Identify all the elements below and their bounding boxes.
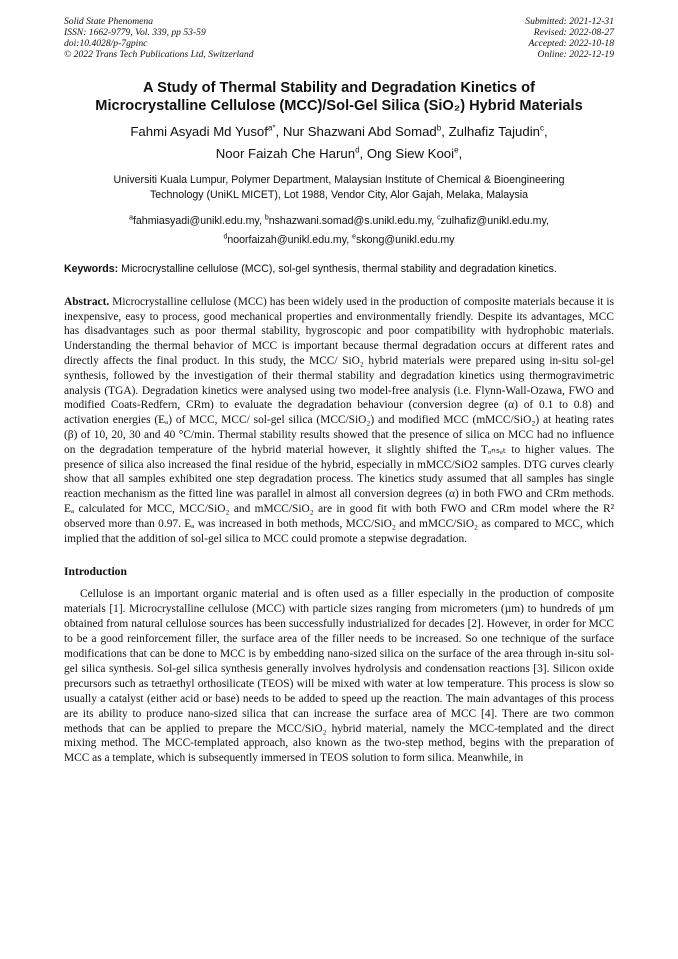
- introduction-paragraph: Cellulose is an important organic material and is often used as a filler especially in the production of composite materials [1]. Microcrystalline cellulose (MCC) with particle sizes ranging from micrometers (µm) to hundreds of µm obtained from natural cellulose sources has been successfully industrialized for decades [2]. However, in order for MCC to be a good reinforcement filler, the surface area of the filler needs to be increased. So one technique of the surface modifications that can be done to MCC is by embedding nano-sized silica on the surface of the area through in-situ sol-gel silica synthesis. Sol-gel silica synthesis generally involves hydrolysis and condensation reactions [3]. Silicon oxide precursors such as tetraethyl orthosilicate (TEOS) will be mixed with water at low temperature. This process is slow so usually a catalyst (either acid or base) needs to be added to speed up the reaction. The main advantages of this process are its ability to produce nano-sized silica that can increase the surface area of MCC [4]. There are two common methods that can be applied to prepare the MCC/SiO₂ hybrid material, namely the MCC-templated and the direct mixing method. The MCC-templated approach, also known as the two-step method, begins with the preparation of MCC as a template, which is subsequently immersed in TEOS solution to form silica. Meanwhile, in: [64, 588, 614, 765]
- issn: ISSN: 1662-9779, Vol. 339, pp 53-59: [64, 27, 206, 38]
- dates: [525, 16, 614, 60]
- submitted-date: Submitted: 2021-12-31: [525, 16, 614, 27]
- author-sup: c: [539, 124, 544, 133]
- email-entry: [437, 215, 549, 227]
- email-sep: ,: [346, 233, 353, 246]
- email-link[interactable]: nshazwani.somad@s.unikl.edu.my: [268, 215, 432, 228]
- author-sep: ,: [359, 145, 367, 161]
- keywords: [64, 262, 614, 276]
- author-sup: a*: [267, 124, 276, 133]
- email-list: [64, 211, 614, 248]
- author: [367, 146, 462, 161]
- author-sup: e: [454, 145, 459, 155]
- email-sup: d: [223, 233, 228, 241]
- title-line-2: Microcrystalline Cellulose (MCC)/Sol-Gel Silica (SiO₂) Hybrid Materials: [95, 98, 583, 114]
- author-sup: d: [355, 145, 360, 155]
- online-date: Online: 2022-12-19: [537, 49, 614, 60]
- email-entry: [223, 234, 352, 246]
- accepted-date: Accepted: 2022-10-18: [528, 38, 614, 49]
- affiliation: [64, 173, 614, 203]
- abstract-label: Abstract.: [64, 295, 110, 308]
- author-name: Fahmi Asyadi Md Yusof: [130, 124, 268, 140]
- author-name: Zulhafiz Tajudin: [448, 124, 540, 140]
- email-link[interactable]: fahmiasyadi@unikl.edu.my: [132, 215, 259, 228]
- author-name: Nur Shazwani Abd Somad: [282, 124, 437, 140]
- paper-title: [64, 79, 614, 115]
- abstract-text: Microcrystalline cellulose (MCC) has been widely used in the production of composite materials because it is inexpensive, easy to process, good mechanical properties and environmentally friendly. Despite its advantages, MCC has disadvantages such as poor thermal stability, hygroscopic and poor compatibility with hydrophobic materials. Understanding the thermal behavior of MCC is important because thermal degradation occurs at different rates and directly affects the final product. In this study, the MCC/ SiO₂ hybrid materials were prepared using in-situ sol-gel synthesis, followed by the investigation of their thermal stability and degradation kinetics using thermogravimetric analysis (TGA). Degradation kinetics were analysed using two model-free analysis (i.e. Flynn-Wall-Ozawa, FWO and modified Coats-Redfern, CRm) to evaluate the degradation behaviour (conversion degree (α) of 0.1 to 0.8) and activation energies (Eₐ) of MCC, MCC/ sol-gel silica (MCC/SiO₂) and modified MCC (mMCC/SiO₂) at heating rates (β) of 10, 20, 30 and 40 °C/min. Thermal stability results showed that the presence of silica on MCC had no influence on the degradation temperature of the hybrid material however, it slightly shifted the Tₒₙₛₑₜ to higher values. The presence of silica also increased the final residue of the hybrid, especially in mMCC/SiO2 samples. DTG curves clearly show that all samples exhibited one step degradation process. The kinetics study assumed that all samples has single reaction mechanism as the fitted line was parallel in almost all conversion degrees (α) in both FWO and CRm methods. Eₐ calculated for MCC, MCC/SiO₂ and mMCC/SiO₂ are in good fit with both FWO and CRm model where the R² observed more than 0.97. Eₐ was increased in both methods, MCC/SiO₂ and mMCC/SiO₂ as compared to MCC, which implied that the addition of sol-gel silica to MCC could promote a stepwise degradation.: [64, 295, 614, 545]
- email-link[interactable]: skong@unikl.edu.my: [356, 233, 455, 246]
- journal-name: Solid State Phenomena: [64, 16, 153, 27]
- email-sup: c: [437, 214, 441, 222]
- author-sep: ,: [441, 124, 449, 140]
- copyright: © 2022 Trans Tech Publications Ltd, Switzerland: [64, 49, 254, 60]
- email-link[interactable]: zulhafiz@unikl.edu.my,: [440, 215, 549, 228]
- journal-info: [64, 16, 254, 60]
- doi: doi:10.4028/p-7gpinc: [64, 38, 148, 49]
- revised-date: Revised: 2022-08-27: [533, 27, 614, 38]
- author-name: Noor Faizah Che Harun: [215, 145, 356, 161]
- author: [449, 124, 548, 139]
- author-sep: ,: [543, 124, 548, 140]
- email-sep: ,: [258, 215, 265, 228]
- email-sep: ,: [431, 215, 438, 228]
- author-sep: ,: [275, 124, 283, 140]
- email-entry: [129, 215, 265, 227]
- author: [130, 124, 282, 139]
- section-heading-introduction: Introduction: [64, 565, 127, 579]
- publication-header: [64, 16, 614, 60]
- email-entry: [352, 234, 454, 246]
- keywords-text: Microcrystalline cellulose (MCC), sol-gel synthesis, thermal stability and degradation kinetics.: [121, 262, 557, 275]
- affiliation-line-1: Universiti Kuala Lumpur, Polymer Department, Malaysian Institute of Chemical & Bioengineering: [113, 173, 565, 186]
- author-name: Ong Siew Kooi: [366, 145, 455, 161]
- author: [216, 146, 367, 161]
- author-list: [64, 120, 614, 163]
- author-sep: ,: [458, 145, 463, 161]
- paper-page: [64, 16, 614, 766]
- email-sup: e: [352, 233, 357, 241]
- abstract: [64, 295, 614, 547]
- affiliation-line-2: Technology (UniKL MICET), Lot 1988, Vendor City, Alor Gajah, Melaka, Malaysia: [149, 188, 529, 201]
- email-sup: a: [129, 214, 133, 222]
- email-link[interactable]: noorfaizah@unikl.edu.my: [227, 233, 347, 246]
- author-sup: b: [436, 124, 442, 133]
- email-sup: b: [264, 214, 269, 222]
- keywords-label: Keywords:: [64, 262, 119, 275]
- title-line-1: A Study of Thermal Stability and Degradation Kinetics of: [143, 80, 535, 96]
- email-entry: [265, 215, 437, 227]
- author: [283, 124, 449, 139]
